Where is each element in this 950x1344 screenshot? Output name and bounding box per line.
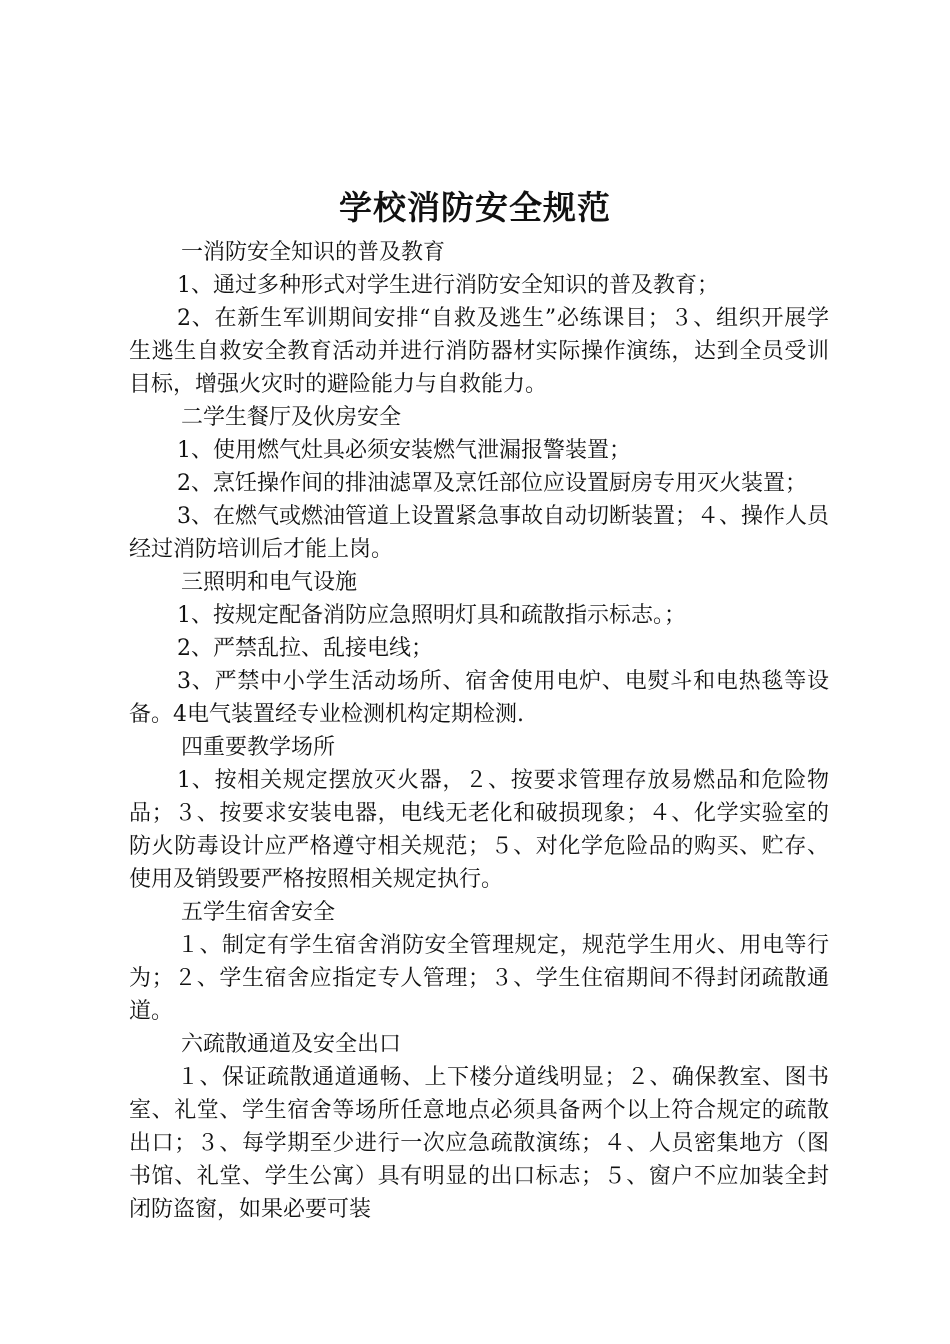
paragraph: １、制定有学生宿舍消防安全管理规定，规范学生用火、用电等行为；２、学生宿舍应指定专人管理；３、学生住宿期间不得封闭疏散通道。 <box>129 933 829 1024</box>
paragraph: 1、使用燃气灶具必须安装燃气泄漏报警装置； <box>177 438 631 463</box>
paragraph: 3、在燃气或燃油管道上设置紧急事故自动切断装置；４、操作人员经过消防培训后才能上岗。 <box>129 504 829 562</box>
paragraph: 1、按相关规定摆放灭火器，２、按要求管理存放易燃品和危险物品；３、按要求安装电器，电线无老化和破损现象；４、化学实验室的防火防毒设计应严格遵守相关规范；５、对化学危险品的购买、贮存、使用及销毁要严格按照相关规定执行。 <box>129 768 829 892</box>
paragraph: 3、严禁中小学生活动场所、宿舍使用电炉、电熨斗和电热毯等设备。4电气装置经专业检测机构定期检测. <box>129 669 829 727</box>
section-heading: 三照明和电气设施 <box>181 570 358 595</box>
section-heading: 六疏散通道及安全出口 <box>181 1032 402 1057</box>
paragraph: 2、严禁乱拉、乱接电线； <box>177 636 433 661</box>
section-heading: 二学生餐厅及伙房安全 <box>181 405 402 430</box>
document-title: 学校消防安全规范 <box>339 188 611 227</box>
section-heading: 五学生宿舍安全 <box>181 900 336 925</box>
section-heading: 一消防安全知识的普及教育 <box>181 240 446 265</box>
paragraph: 1、按规定配备消防应急照明灯具和疏散指示标志。； <box>177 603 686 628</box>
section-heading: 四重要教学场所 <box>181 735 336 760</box>
paragraph: 2、烹饪操作间的排油滤罩及烹饪部位应设置厨房专用灭火装置； <box>177 471 807 496</box>
paragraph: 2、在新生军训期间安排“自救及逃生”必练课目；３、组织开展学生逃生自救安全教育活动并进行消防器材实际操作演练，达到全员受训目标，增强火灾时的避险能力与自救能力。 <box>129 306 829 397</box>
document-body <box>129 236 829 1226</box>
paragraph: 1、通过多种形式对学生进行消防安全知识的普及教育； <box>177 273 719 298</box>
paragraph: １、保证疏散通道通畅、上下楼分道线明显；２、确保教室、图书室、礼堂、学生宿舍等场所任意地点必须具备两个以上符合规定的疏散出口；３、每学期至少进行一次应急疏散演练；４、人员密集地方（图书馆、礼堂、学生公寓）具有明显的出口标志；５、窗户不应加装全封闭防盗窗，如果必要可装 <box>129 1065 829 1222</box>
